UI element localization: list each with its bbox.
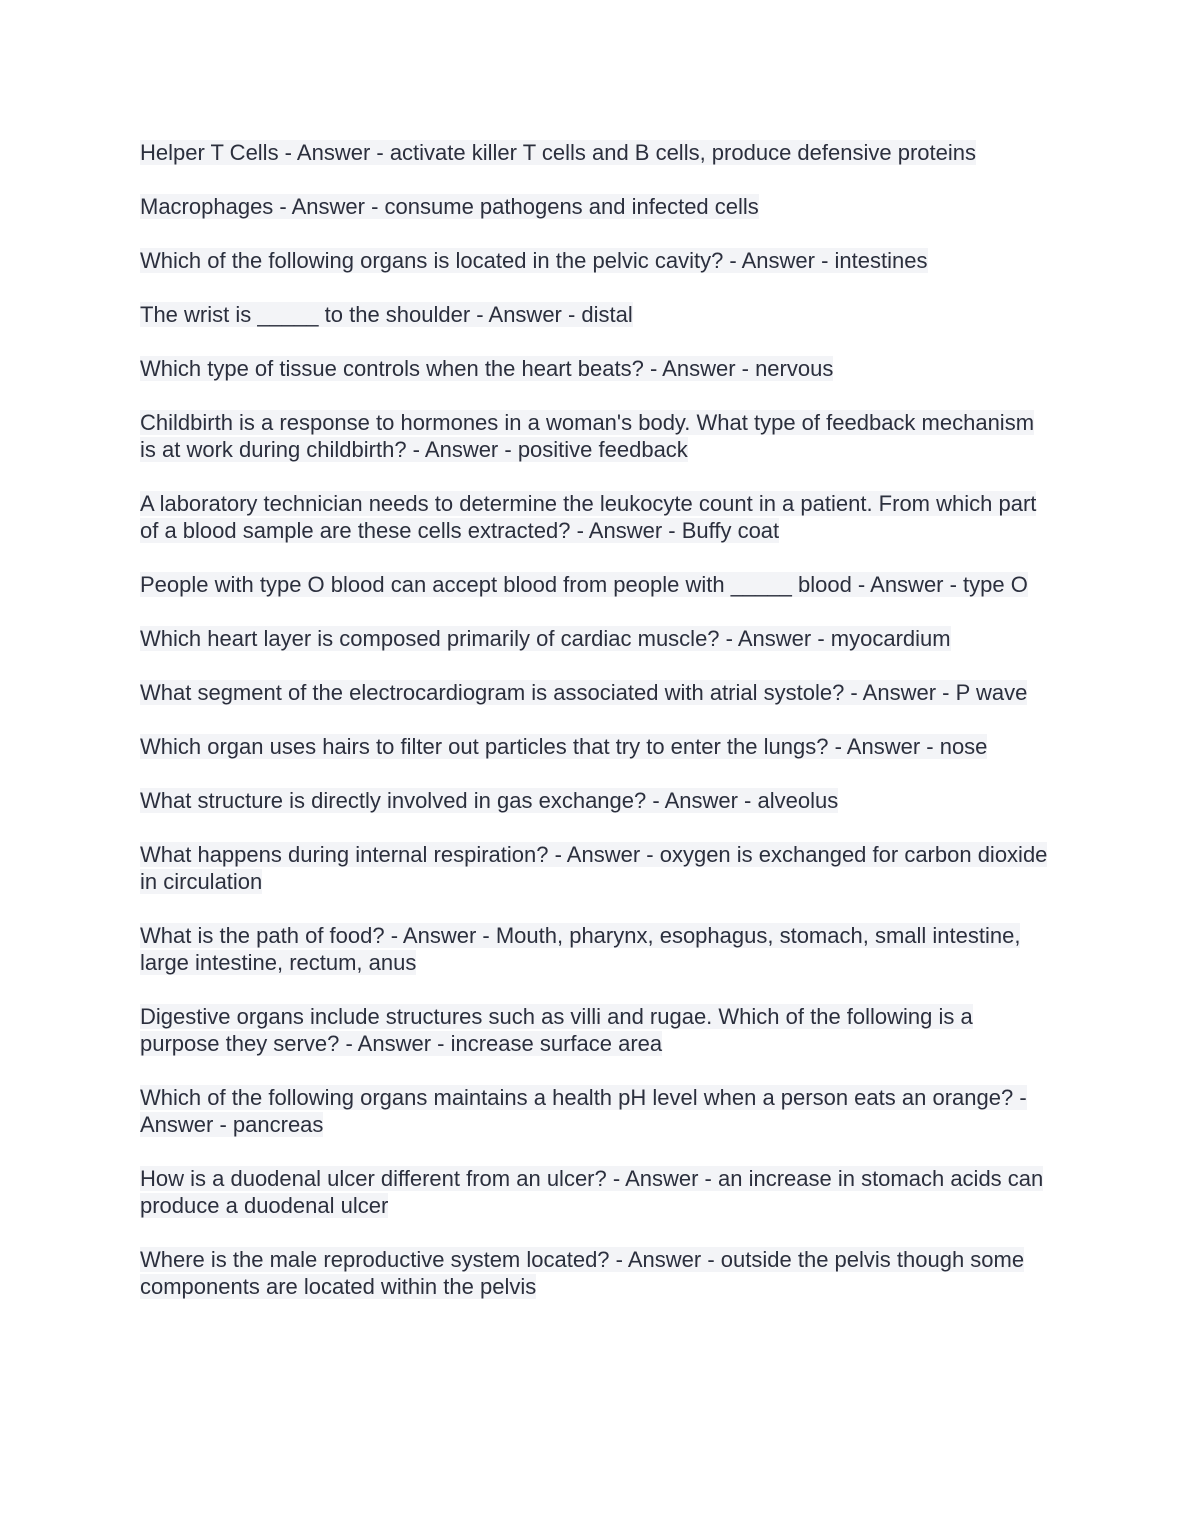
qa-item — [140, 787, 1050, 814]
qa-item — [140, 301, 1050, 328]
qa-item — [140, 1165, 1050, 1219]
qa-item — [140, 490, 1050, 544]
qa-text: Which type of tissue controls when the heart beats? - Answer - nervous — [140, 356, 834, 381]
qa-item — [140, 139, 1050, 166]
qa-item — [140, 679, 1050, 706]
qa-list — [140, 139, 1050, 1327]
qa-item — [140, 1246, 1050, 1300]
qa-text: Where is the male reproductive system located? - Answer - outside the pelvis though some components are located within the pelvis — [140, 1247, 1025, 1299]
qa-text: A laboratory technician needs to determine the leukocyte count in a patient. From which part of a blood sample are these cells extracted? - Answer - Buffy coat — [140, 491, 1037, 543]
qa-text: Macrophages - Answer - consume pathogens and infected cells — [140, 194, 759, 219]
qa-item — [140, 571, 1050, 598]
qa-text: Helper T Cells - Answer - activate killer T cells and B cells, produce defensive proteins — [140, 140, 976, 165]
qa-text: What is the path of food? - Answer - Mouth, pharynx, esophagus, stomach, small intestine, large intestine, rectum, anus — [140, 923, 1021, 975]
qa-text: What happens during internal respiration? - Answer - oxygen is exchanged for carbon dioxide in circulation — [140, 842, 1048, 894]
qa-text: Childbirth is a response to hormones in a woman's body. What type of feedback mechanism is at work during childbirth? - Answer - positive feedback — [140, 410, 1035, 462]
qa-text: Which heart layer is composed primarily of cardiac muscle? - Answer - myocardium — [140, 626, 951, 651]
qa-text: What structure is directly involved in gas exchange? - Answer - alveolus — [140, 788, 839, 813]
qa-text: Digestive organs include structures such as villi and rugae. Which of the following is a purpose they serve? - Answer - increase surface area — [140, 1004, 973, 1056]
qa-item — [140, 1084, 1050, 1138]
qa-text: How is a duodenal ulcer different from an ulcer? - Answer - an increase in stomach acids can produce a duodenal ulcer — [140, 1166, 1044, 1218]
qa-item — [140, 841, 1050, 895]
qa-text: What segment of the electrocardiogram is associated with atrial systole? - Answer - P wave — [140, 680, 1028, 705]
qa-item — [140, 1003, 1050, 1057]
qa-item — [140, 733, 1050, 760]
qa-item — [140, 625, 1050, 652]
qa-item — [140, 409, 1050, 463]
qa-text: Which of the following organs maintains a health pH level when a person eats an orange? - Answer - pancreas — [140, 1085, 1027, 1137]
qa-item — [140, 193, 1050, 220]
qa-item — [140, 247, 1050, 274]
qa-text: The wrist is _____ to the shoulder - Answer - distal — [140, 302, 633, 327]
qa-text: People with type O blood can accept blood from people with _____ blood - Answer - type O — [140, 572, 1028, 597]
qa-text: Which organ uses hairs to filter out particles that try to enter the lungs? - Answer - nose — [140, 734, 988, 759]
qa-item — [140, 355, 1050, 382]
qa-text: Which of the following organs is located in the pelvic cavity? - Answer - intestines — [140, 248, 928, 273]
qa-item — [140, 922, 1050, 976]
